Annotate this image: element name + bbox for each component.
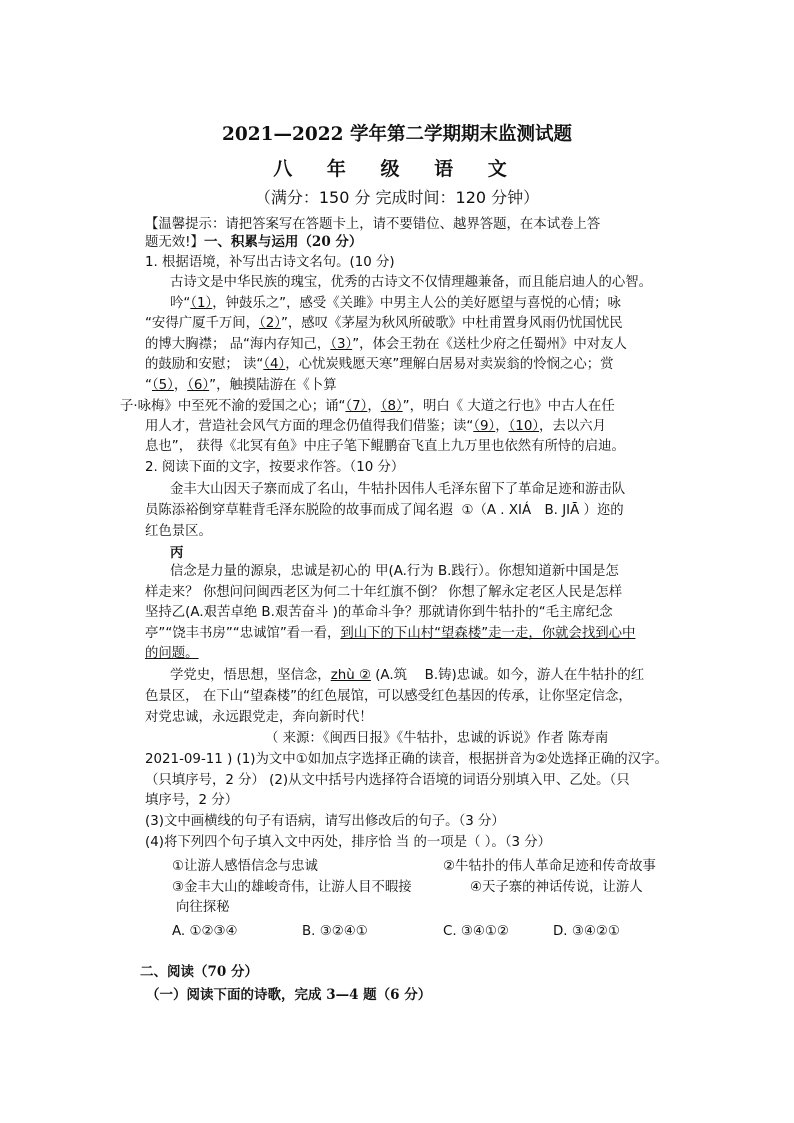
- text: 吟“: [170, 296, 191, 311]
- choice-c: [443, 922, 509, 942]
- passage-line: [145, 624, 635, 644]
- blank: （7）: [345, 399, 368, 414]
- question-line: [145, 771, 630, 791]
- passage-line: [170, 666, 644, 686]
- sentence-option: [470, 878, 643, 898]
- choice-d: [553, 922, 620, 942]
- text: ①让游人感悟信念与忠诚: [172, 859, 318, 874]
- text-line: [145, 314, 623, 334]
- sentence-option: [172, 857, 318, 877]
- blank: （2）: [259, 316, 281, 331]
- question-stem: [145, 458, 404, 478]
- notice-text: 题无效!】: [145, 235, 204, 250]
- question-line: [145, 833, 551, 853]
- passage-line: [170, 562, 619, 582]
- blank: （5）: [151, 378, 174, 393]
- pinyin-blank: zhù ②: [330, 668, 371, 683]
- text: 用人才，营造社会风气方面的理念仍值得我们借鉴；读“: [145, 419, 474, 434]
- text: “安得广厦千万间，: [145, 316, 260, 331]
- sentence-option: [172, 878, 412, 898]
- question-line: [145, 750, 668, 770]
- text: ”，触摸陆游在《卜算: [209, 378, 337, 393]
- text: D. ③④②①: [553, 924, 620, 939]
- text: ，去以六月: [539, 419, 606, 434]
- text: “: [145, 378, 152, 393]
- subsection-heading: [146, 985, 431, 1005]
- exam-subject: 八 年 级 语 文: [273, 158, 521, 180]
- question-line: [145, 812, 505, 832]
- section-heading: 一、积累与运用（20 分）: [203, 234, 363, 250]
- text: 信念是力量的源泉，忠诚是初心的 甲(A.行为 B.践行）。你想知道新中国是怎: [170, 564, 619, 579]
- text: 学党史，悟思想，坚信念，: [170, 668, 331, 683]
- passage-line: [170, 480, 625, 500]
- text: 二、阅读（70 分）: [140, 964, 258, 980]
- choice-a: [172, 922, 237, 942]
- text: (A.筑 B.铸)忠诚。如今，游人在牛牯扑的红: [370, 668, 645, 683]
- passage-line: [145, 708, 373, 728]
- text: ，: [173, 378, 188, 393]
- text: 的博大胸襟； 品“海内存知己，: [145, 337, 331, 352]
- blank: （9）: [473, 419, 496, 434]
- text-line: [120, 397, 615, 417]
- question-stem: [145, 253, 395, 273]
- text: 子·咏梅》中至死不渝的爱国之心；诵“: [120, 399, 346, 414]
- text: ④天子寨的神话传说，让游人: [470, 880, 643, 895]
- blank: （8）: [380, 399, 403, 414]
- text: 古诗文是中华民族的瑰宝，优秀的古诗文不仅情理趣兼备，而且能启迪人的心智。: [170, 275, 653, 290]
- passage-line: [145, 644, 199, 664]
- blank: （6）: [187, 378, 210, 393]
- text: 金丰大山因天子寨而成了名山，牛牯扑因伟人毛泽东留下了革命足迹和游击队: [170, 482, 626, 497]
- passage-line: [145, 501, 624, 521]
- text: 色景区， 在下山“望森楼”的红色展馆，可以感受红色基因的传承，让你坚定信念，: [145, 689, 632, 704]
- text: 员陈添裕倒穿草鞋背毛泽东脱险的故事而成了闻名遐: [145, 503, 453, 518]
- text: ”，体会王勃在《送杜少府之任蜀州》中对友人: [352, 337, 627, 352]
- question-text: 2. 阅读下面的文字，按要求作答。（10 分）: [145, 460, 405, 475]
- text: 样走来？ 你想问问闽西老区为何二十年红旗不倒？ 你想了解永定老区人民是怎样: [145, 585, 623, 600]
- blank: （3）: [330, 337, 353, 352]
- blank: （4）: [263, 357, 286, 372]
- blank: （10）: [508, 419, 540, 434]
- text: ”，感叹《茅屋为秋风所破歌》中杜甫置身风雨仍忧国忧民: [280, 316, 623, 331]
- text: C. ③④①②: [443, 924, 509, 939]
- passage-line: [145, 687, 632, 707]
- question-text: 1. 根据语境，补写出古诗文名句。(10 分): [145, 255, 395, 270]
- pinyin-options: ①（A . XIÁ B. JIĀ ）迩的: [461, 503, 624, 518]
- passage-line: [170, 544, 183, 564]
- text: ③金丰大山的雄峻奇伟，让游人目不暇接: [172, 880, 412, 895]
- exam-info: （满分：150 分 完成时间：120 分钟）: [254, 188, 540, 207]
- text: 坚持乙(A.艰苦卓绝 B.艰苦奋斗 )的革命斗争？那就请你到牛牯扑的“毛主席纪念: [145, 605, 613, 620]
- text: ，: [495, 419, 509, 434]
- text: 对党忠诚，永远跟党走，奔向新时代！: [145, 710, 373, 725]
- text: ”，明白《 大道之行也》中古人在任: [402, 399, 615, 414]
- text: 填序号，2 分）: [145, 793, 239, 808]
- underlined-sentence: 的问题。: [145, 646, 199, 661]
- passage-line: [145, 603, 613, 623]
- text: (3)文中画横线的句子有语病，请写出修改后的句子。（3 分）: [145, 814, 505, 829]
- text: ②牛牯扑的伟人革命足迹和传奇故事: [443, 859, 656, 874]
- section-heading: [140, 962, 258, 982]
- text-line: [145, 437, 625, 457]
- text: 的鼓励和安慰； 读“: [145, 357, 264, 372]
- text: ，心忧炭贱愿天寒”理解白居易对卖炭翁的怜悯之心；赏: [285, 357, 614, 372]
- text: 红色景区。: [145, 524, 212, 539]
- text-line: [145, 417, 606, 437]
- text: A. ①②③④: [172, 924, 238, 939]
- text: B. ③②④①: [302, 924, 368, 939]
- sentence-option: [443, 857, 656, 877]
- text-line: [145, 376, 337, 396]
- text: 向往探秘: [176, 900, 230, 915]
- text: (4)将下列四个句子填入文中丙处，排序恰 当 的一项是（ ）。（3 分）: [145, 835, 552, 850]
- sentence-option: [176, 898, 230, 918]
- text: 息也”， 获得《北冥有鱼》中庄子笔下鲲鹏奋飞直上九万里也依然有所恃的启迪。: [145, 439, 625, 454]
- text: （只填序号，2 分） (2)从文中括号内选择符合语境的词语分别填入甲、乙处。（只: [145, 773, 630, 788]
- passage-line: [145, 583, 622, 603]
- placeholder-bing: 丙: [170, 546, 184, 561]
- text-line: [145, 355, 614, 375]
- notice-line: [145, 232, 362, 253]
- text: ，: [367, 399, 381, 414]
- question-line: [145, 791, 238, 811]
- passage-line: [145, 522, 212, 542]
- text-line: [170, 294, 621, 314]
- text: ，钟鼓乐之”，感受《关雎》中男主人公的美好愿望与喜悦的心情；咏: [212, 296, 621, 311]
- blank: （1）: [190, 296, 213, 311]
- notice-text: 【温馨提示：请把答案写在答题卡上，请不要错位、越界答题，在本试卷上答: [145, 217, 601, 232]
- source-text: （ 来源：《闽西日报》《牛牯扑，忠诚的诉说》作者 陈寿南: [265, 731, 609, 746]
- underlined-sentence: 到山下的下山村“望森楼”走一走，你就会找到心中: [340, 626, 636, 641]
- source-line: [265, 729, 608, 749]
- exam-title: 2021—2022 学年第二学期期末监测试题: [222, 124, 572, 145]
- choice-b: [302, 922, 368, 942]
- text-line: [170, 273, 652, 293]
- text: 亭”“饶丰书房”“忠诚馆”看一看，: [145, 626, 341, 641]
- text: （一）阅读下面的诗歌，完成 3—4 题（6 分）: [146, 987, 432, 1003]
- text: 2021-09-11 ) (1)为文中①如加点字选择正确的读音，根据拼音为②处选择正确的汉字。: [145, 752, 668, 767]
- text-line: [145, 335, 627, 355]
